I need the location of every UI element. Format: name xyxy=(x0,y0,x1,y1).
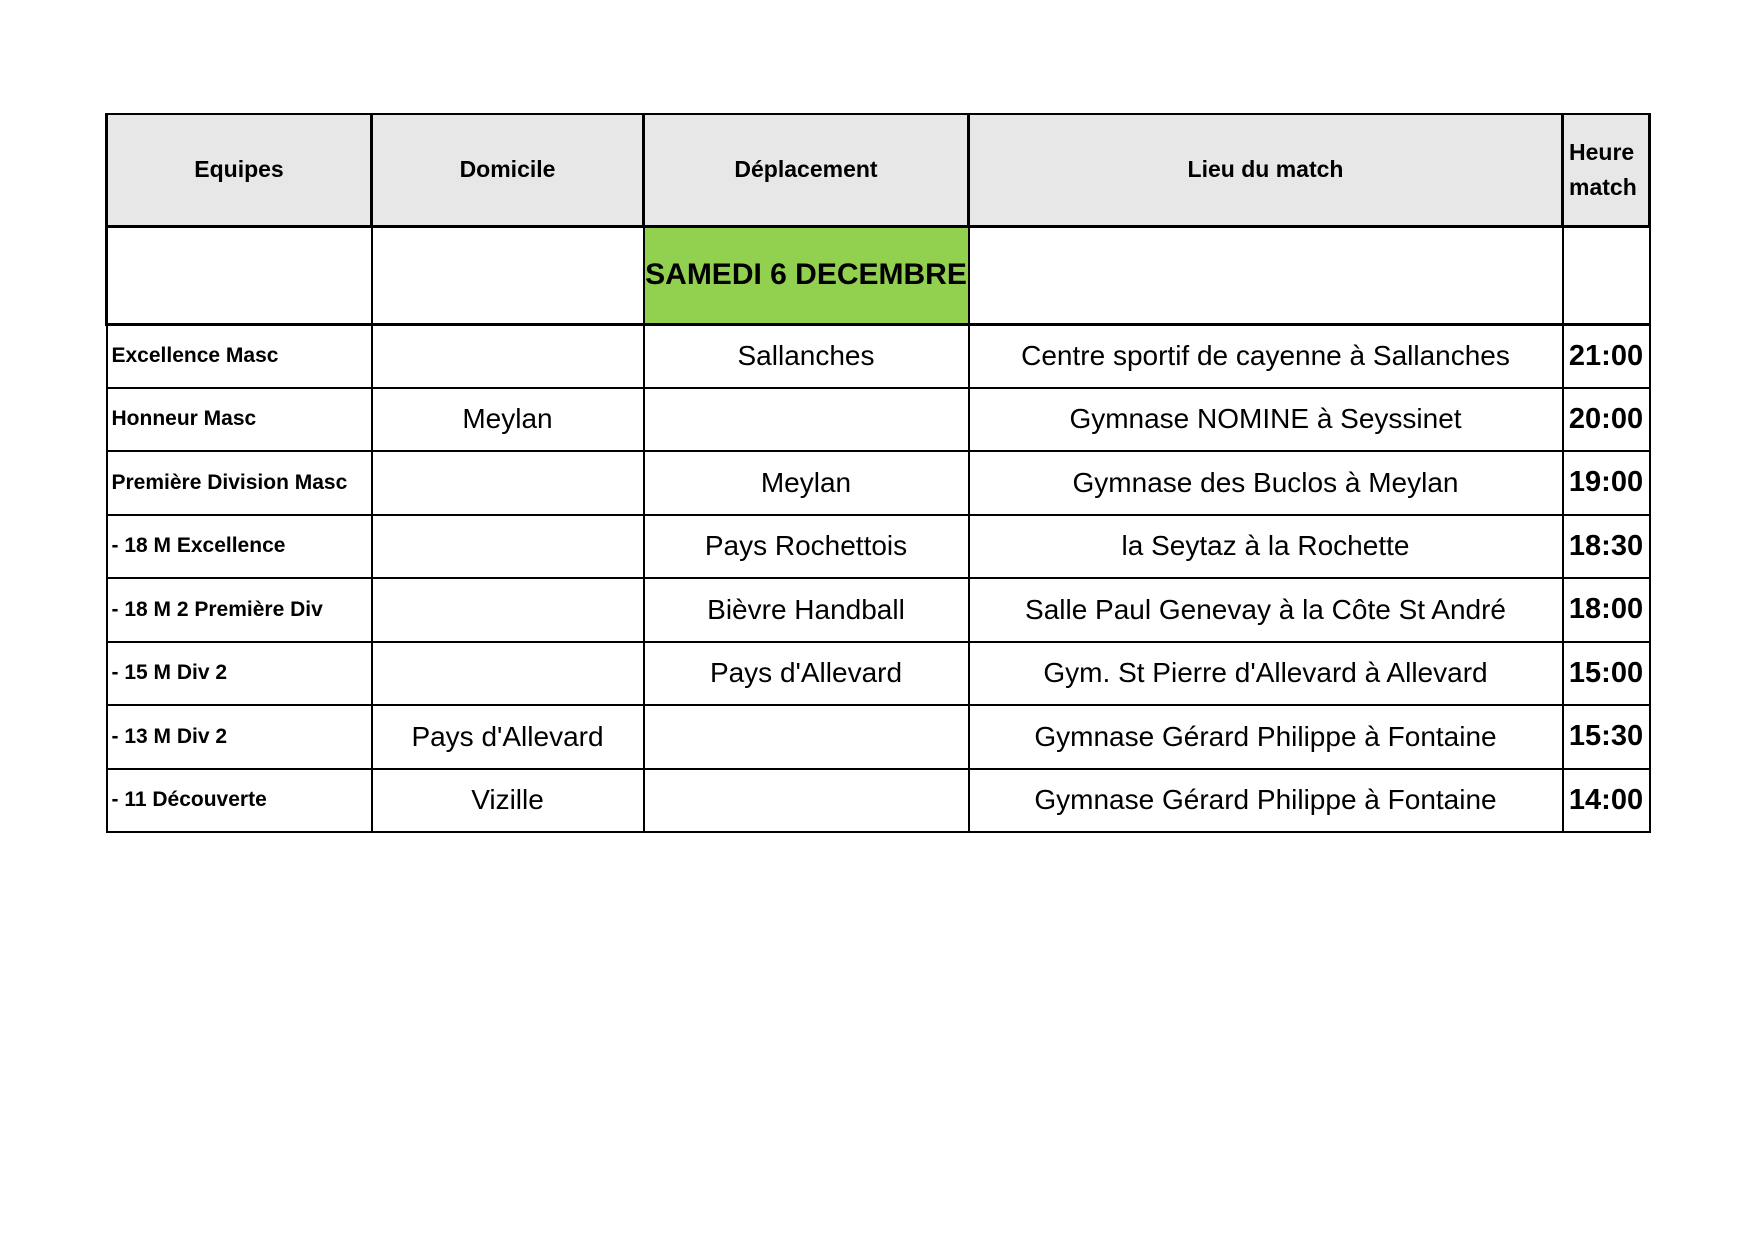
heure-cell: 19:00 xyxy=(1563,451,1650,515)
match-schedule-table xyxy=(105,113,1651,833)
deplacement-cell: Meylan xyxy=(644,451,969,515)
date-row-empty-cell xyxy=(969,226,1563,324)
lieu-cell: Gymnase Gérard Philippe à Fontaine xyxy=(969,769,1563,833)
table-row xyxy=(107,769,1650,833)
table-row xyxy=(107,324,1650,388)
deplacement-cell xyxy=(644,388,969,452)
team-cell: Excellence Masc xyxy=(107,324,372,388)
domicile-cell xyxy=(372,515,644,579)
domicile-cell xyxy=(372,451,644,515)
date-row-empty-cell xyxy=(1563,226,1650,324)
team-cell: - 13 M Div 2 xyxy=(107,705,372,769)
lieu-cell: Gymnase Gérard Philippe à Fontaine xyxy=(969,705,1563,769)
domicile-cell: Meylan xyxy=(372,388,644,452)
table-row xyxy=(107,388,1650,452)
lieu-cell: Salle Paul Genevay à la Côte St André xyxy=(969,578,1563,642)
team-cell: Première Division Masc xyxy=(107,451,372,515)
heure-cell: 20:00 xyxy=(1563,388,1650,452)
team-cell: - 15 M Div 2 xyxy=(107,642,372,706)
lieu-cell: Gym. St Pierre d'Allevard à Allevard xyxy=(969,642,1563,706)
date-label: SAMEDI 6 DECEMBRE xyxy=(644,226,969,324)
header-heure xyxy=(1563,114,1650,226)
header-domicile: Domicile xyxy=(372,114,644,226)
header-deplacement: Déplacement xyxy=(644,114,969,226)
lieu-cell: la Seytaz à la Rochette xyxy=(969,515,1563,579)
table-row xyxy=(107,642,1650,706)
lieu-cell: Gymnase des Buclos à Meylan xyxy=(969,451,1563,515)
deplacement-cell: Pays d'Allevard xyxy=(644,642,969,706)
heure-cell: 21:00 xyxy=(1563,324,1650,388)
domicile-cell xyxy=(372,578,644,642)
heure-cell: 15:00 xyxy=(1563,642,1650,706)
deplacement-cell xyxy=(644,769,969,833)
deplacement-cell: Bièvre Handball xyxy=(644,578,969,642)
domicile-cell: Pays d'Allevard xyxy=(372,705,644,769)
team-cell: Honneur Masc xyxy=(107,388,372,452)
date-row-empty-cell xyxy=(107,226,372,324)
header-lieu: Lieu du match xyxy=(969,114,1563,226)
table-row xyxy=(107,705,1650,769)
header-row xyxy=(107,114,1650,226)
header-heure-line1: Heure xyxy=(1569,138,1635,165)
date-row xyxy=(107,226,1650,324)
domicile-cell xyxy=(372,642,644,706)
heure-cell: 14:00 xyxy=(1563,769,1650,833)
date-row-empty-cell xyxy=(372,226,644,324)
header-equipes: Equipes xyxy=(107,114,372,226)
team-cell: - 18 M 2 Première Div xyxy=(107,578,372,642)
deplacement-cell: Sallanches xyxy=(644,324,969,388)
table-row xyxy=(107,451,1650,515)
team-cell: - 11 Découverte xyxy=(107,769,372,833)
domicile-cell: Vizille xyxy=(372,769,644,833)
table-row xyxy=(107,578,1650,642)
lieu-cell: Gymnase NOMINE à Seyssinet xyxy=(969,388,1563,452)
table-row xyxy=(107,515,1650,579)
heure-cell: 15:30 xyxy=(1563,705,1650,769)
domicile-cell xyxy=(372,324,644,388)
heure-cell: 18:30 xyxy=(1563,515,1650,579)
lieu-cell: Centre sportif de cayenne à Sallanches xyxy=(969,324,1563,388)
deplacement-cell xyxy=(644,705,969,769)
header-heure-line2: match xyxy=(1569,173,1637,200)
heure-cell: 18:00 xyxy=(1563,578,1650,642)
team-cell: - 18 M Excellence xyxy=(107,515,372,579)
deplacement-cell: Pays Rochettois xyxy=(644,515,969,579)
